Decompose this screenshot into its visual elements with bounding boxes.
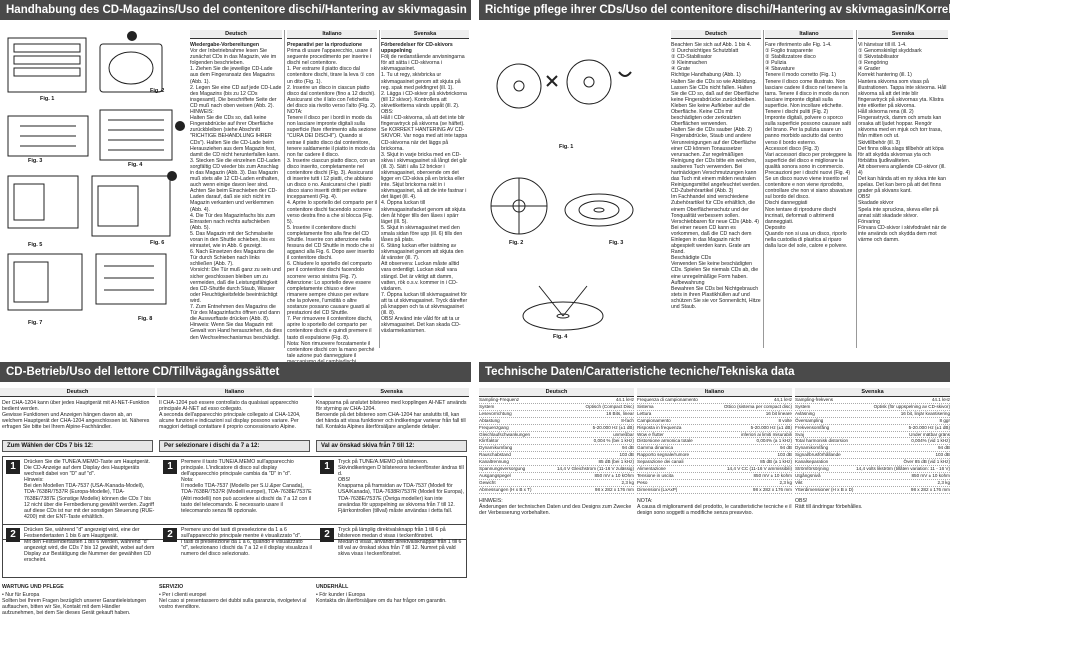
- spec-row: [637, 432, 792, 439]
- spec-value: 94 dB: [779, 445, 792, 451]
- spec-value: Optisch (Compact Disc): [585, 403, 634, 409]
- tr-col-deutsch: [671, 30, 761, 348]
- col-head-svenska: Svenska: [381, 30, 469, 39]
- spec-value: 98 x 282 x 176 mm: [910, 486, 950, 492]
- spec-value: Under mätbar gräns: [909, 431, 950, 437]
- spec-row: [479, 418, 634, 425]
- spec-value: 103 dB: [777, 452, 792, 458]
- bl-it-step2: Premere uno dei tasti di preselezione da 1 a 6 sull'apparecchio principale mentre è visualizzato "d". I tasti di preselezione da 1 a 6, quando è visualizzato "d", selezionano i dischi da 7 a 12 e il display visualizza il numero del disco selezionato.: [181, 527, 312, 558]
- spec-row: [479, 411, 634, 418]
- col-head-svenska: Svenska: [858, 30, 948, 39]
- spec-value: Över 85 dB (vid 1 kHz): [903, 459, 950, 465]
- spec-label: Risposta in frequenza: [637, 424, 682, 430]
- cd-care-illustrations: [479, 26, 649, 348]
- spec-value: 14,4 V CC (11-16 V ammissibili): [726, 466, 792, 472]
- spec-label: Alimentazione: [637, 466, 666, 472]
- spec-label: Peso: [637, 479, 648, 485]
- spec-row: [479, 432, 634, 439]
- spec-label: Abtastung: [479, 417, 500, 423]
- section-title: Technische Daten/Caratteristiche tecniche/Tekniska data: [479, 362, 950, 382]
- section-title: Handhabung des CD-Magazins/Uso del contenitore dischi/Hantering av skivmagasin: [0, 0, 471, 20]
- spec-label: Abmessungen (H x B x T): [479, 486, 532, 492]
- spec-row: [795, 411, 950, 418]
- spec-value: 98 x 282 x 176 mm: [594, 486, 634, 492]
- bl-de-warn: • Nur für Europa Sollten bei Ihrem Fragen bezüglich unserer Garantieleistungen auftauchen, bitten wir Sie, Kontakt mit dem Händler aufzunehmen, bei dem Sie dieses Gerät gekauft haben.: [2, 592, 147, 617]
- tl-it-heading: Preparativi per la riproduzione: [287, 42, 362, 48]
- spec-value: 14,4 V Gleichstrom (11-16 V zulässig): [556, 466, 634, 472]
- spec-row: [795, 432, 950, 439]
- tl-it-text: Prima di usare l'apparecchio, usare il seguente procedimento per inserire i dischi nel contenitore. 1. Per estrarre il piatto disco dal contenitore dischi, tirare la leva ① con un dito (Fig. 1). 2. Inserire un disco in ciascun piatto disco dal contenitore (fino a 12 dischi). Assicurarsi che il lato con l'etichetta del disco sia rivolto verso l'alto (Fig. 2). NOTA: Tenere il disco per i bordi in modo da non lasciare impronte digitali sulla superficie (fare riferimento alla sezione "CURA DEI DISCHI"). Quando si estrae il piatto disco dal contenitore, tenere saldamente il piatto in modo da non far cadere il disco. 3. Inserire ciascun piatto disco, con un disco inserito, completamente nel contenitore dischi (Fig. 3). Assicurarsi di inserire tutti i 12 piatti, che abbiano un disco o no. Assicurarsi che i piatti disco siano inseriti dritti per evitare inceppamenti (Fig. 4). 4. Aprire lo sportello del comparto per il contenitore dischi facendolo scorrere verso destra fino a che si blocca (Fig. 5). 5. Inserire il contenitore dischi completamente fino alla fine del CD Shuttle. Inserire con attenzione nella fessura del CD Shuttle in modo che si agganci alla Fig. 6. Dopo aver inserito il contenitore dischi. 6. Chiudere lo sportello del comparto per il contenitore dischi facendolo scorrere verso sinistra (Fig. 7). Attenzione: Lo sportello deve essere completamente chiuso e deve rimanere sempre chiuso per evitare che la polvere, l'umidità o altre sostanze possano causare guasti al prestazioni del CD Shuttle. 7. Per rimuovere il contenitore dischi, aprire lo sportello del comparto per contenitore dischi e quindi premere il tasto di espulsione (Fig. 8). Nota: Non rimuovere forzatamente il contenitore dischi con la mano perché tale azione può danneggiare il: [287, 48, 377, 359]
- spec-label: Vikt: [795, 479, 803, 485]
- bl-de-warn-heading: WARTUNG UND PFLEGE: [2, 584, 64, 590]
- spec-value: inferiori ai limiti misurabili: [740, 431, 792, 437]
- spec-value: 850 mV ± 10 kohm: [911, 472, 950, 478]
- fig-2-label: Fig. 2: [150, 88, 165, 94]
- fig-3-label: Fig. 3: [609, 240, 624, 246]
- divider: [763, 30, 764, 348]
- spec-value: 8 ggr: [939, 417, 950, 423]
- tl-de-text: Vor der Inbetriebnahme lesen Sie zunächst CDs in das Magazin, wie im folgenden beschrieben. 1. Ziehen Sie die jeweilige CD-Lade aus dem Fingeransatz des Magazins (Abb. 1). 2. Legen Sie eine CD auf jede CD-Lade des Magazins (bis zu 12 CDs insgesamt). Die beschriftete Seite der CD muß nach oben weisen (Abb. 2). HINWEIS: Halten Sie die CDs so, daß keine Fingerabdrücke auf ihrer Oberfläche zurückbleiben (siehe Abschnitt "RICHTIGE BEHANDLUNG IHRER CDs"). Halten Sie die CD-Lade beim Herausziehen aus dem Magazin fest, damit die CD nicht herunterfallen kann. 3. Stecken Sie die einzelnen CD-Laden sorgfältig CD wieder bis zum Anschlag in das Magazin (Abb. 3). Das Magazin muß stets alle 12 CD-Laden enthalten, auch wenn einige davon leer sind. Achten Sie beim Einschieben der CD-Laden darauf, daß sie sich nicht im Magazin verkanten und verklemmen (Abb. 4). 4. Die Tür des Magazinfachs bis zum Einrasten nach rechts aufschieben (Abb. 5). 5. Das Magazin mit der Schmalseite voran in den Shuttle schieben, bis es einrastet, wie in Abb. 6 gezeigt. 6. Nach Einsetzen des Magazins die Tür durch Schieben nach links schließen (Abb. 7). Vorsicht: Die Tür muß ganz zu sein und sicher geschlossen bleiben um zu vermeiden, daß die Leistungsfähigkeit des CD-Shuttle durch Staub, Wasser oder Fleuchtigkeitsfelde beeinträchtigt wird. 7. Zum Entnehmen des Magazins die Tür des Magazinfachs öffnen und dann die Auswurftaste drücken (Abb. 8). Hinweis: Wenn Sie das Magazin mit Gewalt von Hand herausziehen, da dies den Wechselmechanismus beschädigt.: [190, 48, 282, 341]
- magazine-drawings: [0, 26, 188, 348]
- tr-sv-text: Vi hänvisar till ill. 1-4. ① Genomskinligt skyddsark ② Skivstabilisator ③ Rengöring ④ Grader Korrekt hantering (ill. 1) Hantera skivorna som visas på illustrationen. Tappa inte skivorna. Håll skivorna så att det inte blir fingeravtryck på skivornas yta. Klistra inte etiketter på skivorna. Håll skivorna rena (ill. 2) Fingeravtryck, damm och smuts kan orsaka att ljudet hoppar. Rengör skivorna med en mjuk och torr trasa, från mitten och ut. Skivtillbehör (ill. 3) Det finns olika slags tillbehör att köpa för att skydda skivornas yta och förbättra ljudkvaliteten. Att observera angående CD-skivor (ill. 4) Det kan hända att en ny skiva inte kan spelas. Det kan bero på att det finns grader på skivans kant. OBS! Skadade skivor Spela inte spruckna, skeva eller på annat sätt skadade skivor. Förvaring Förvara CD-skivor i skivfodralet när de inte används och skydda dem mot värme och damm.: [858, 42, 947, 243]
- spec-row: [637, 397, 792, 404]
- spec-row: [479, 397, 634, 404]
- spec-label: Kanaltrennung: [479, 459, 509, 465]
- spec-value: Optisk (för uppspelning av CD-skivor): [873, 403, 950, 409]
- spec-row: [795, 425, 950, 432]
- bl-it-select: Per selezionare i dischi da 7 a 12:: [159, 440, 310, 452]
- spec-label: Wow e flutter: [637, 431, 664, 437]
- spec-row: [637, 466, 792, 473]
- col-head-italiano: Italiano: [287, 30, 377, 39]
- spec-row: [637, 418, 792, 425]
- spec-row: [479, 452, 634, 459]
- bl-sv-step1: Tryck på TUNE/A.MEMO på bilstereon. Skivindikeringen D bilstereons teckenfönster ändras till d. OBS! Knapparna på framsidan av TDA-7537 (Modell för USA/Kanada), TDA-7638R/7537R (Modell för Europa), TDA-7638E/7537E (Övriga modeller) kan inte användas för uppspelning av skivorna från 7 till 12. Fjärrkontrollen (tillval) måste användas i detta fall.: [338, 459, 464, 514]
- spec-row: [479, 438, 634, 445]
- spec-label: Frequenzgang: [479, 424, 509, 430]
- section-cd-care: [479, 0, 1088, 350]
- bl-de-select: Zum Wählen der CDs 7 bis 12:: [2, 440, 153, 452]
- spec-row: [479, 487, 634, 494]
- spec-label: Utgångsnivå: [795, 472, 821, 478]
- spec-row: [479, 466, 634, 473]
- tl-sv-heading: Förberedelser för CD-skivors uppspelning: [381, 42, 455, 55]
- tl-col-deutsch: [190, 30, 282, 348]
- spec-row: [795, 480, 950, 487]
- fig-8-label: Fig. 8: [138, 316, 153, 322]
- spec-row: [479, 425, 634, 432]
- spec-list-italiano: [637, 397, 792, 494]
- spec-label: Distorsione armonica totale: [637, 438, 693, 444]
- spec-label: Gamma dinamica: [637, 445, 673, 451]
- spec-label: Ausgangspegel: [479, 472, 511, 478]
- spec-list-deutsch: [479, 397, 634, 494]
- spec-row: [637, 459, 792, 466]
- spec-value: 850 mV ± 10 kohm: [753, 472, 792, 478]
- section-title: Richtige pflege ihrer CDs/Uso del contenitore dischi/Hantering av skivmagasin/Korrekt hantering av CD-skivor: [479, 0, 950, 20]
- bl-sv-intro: Knapparna på anslutet bilstereo med kopplingen AI-NET används för styrning av CHA-1204. Beroende på det bilstereo som CHA-1204 har anslutits till, kan det hända att vissa funktioner och indikeringar varierar från fall till fall. Kontakta Alpines återförsäljare angående detaljer.: [316, 400, 467, 431]
- col-head-deutsch: Deutsch: [190, 30, 282, 39]
- spec-label: Klirrfaktor: [479, 438, 499, 444]
- spec-label: Lesevorrichtung: [479, 410, 512, 416]
- spec-value: 0,004% (vid 1 kHz): [911, 438, 950, 444]
- spec-row: [637, 473, 792, 480]
- spec-value: 44,1 kHz: [773, 397, 792, 402]
- fig-1-label: Fig. 1: [40, 96, 55, 102]
- spec-value: unmeßbar: [613, 431, 634, 437]
- spec-row: [637, 445, 792, 452]
- fig-4-label: Fig. 4: [128, 162, 143, 168]
- section-cd-magazine: [0, 0, 471, 359]
- spec-value: 103 dB: [935, 452, 950, 458]
- spec-label: Campionamento: [637, 417, 671, 423]
- tr-col-svenska: [858, 30, 948, 348]
- spec-value: 44.1 kHz: [931, 397, 950, 402]
- fig-3-label: Fig. 3: [28, 158, 43, 164]
- spec-row: [795, 466, 950, 473]
- tr-it-text: Fare riferimento alle Fig. 1-4. ① Foglio trasparente ② Stabilizzatore disco ③ Pulizia ④ Sbavature Tenere il modo corretto (Fig. 1) Tenere il disco come illustrato. Non lasciare cadere il disco nel tenere la tarra. Tenere il disco in modo da non lasciare impronte digitali sulla superficie. Non incollare etichette. Tenere i dischi puliti (Fig. 2) Impronte digitali, polvere o sporco sulla superficie possono causare salti del brano. Per la pulizia usare un panno morbido asciutto dal centro verso il bordo esterno. Accessori disco (Fig. 3) Vari accessori disco per proteggere la superficie del disco e migliorare la qualità sonora sono in commercio. Precauzioni per i dischi nuovi (Fig. 4) Se un disco nuovo viene inserito nel contenitore e non viene riprodotto, controllare che non vi siano sbavature sul bordo del disco. Dischi danneggiati Non tentare di riprodurre dischi incrinati, deformati o altrimenti danneggiati. Deposito Quando non si usa un disco, riporlo nella custodia di plastica al riparo dalla luce del sole, calore e polvere.: [765, 42, 853, 250]
- fig-7-label: Fig. 7: [28, 320, 43, 326]
- spec-value: Ottico (sistema per compact disc): [723, 403, 792, 409]
- col-head-italiano: Italiano: [765, 30, 853, 39]
- spec-label: Total harmonisk distorsion: [795, 438, 849, 444]
- spec-row: [479, 480, 634, 487]
- spec-label: Separazione dei canali: [637, 459, 684, 465]
- spec-value: 103 dB: [619, 452, 634, 458]
- bl-it-step1: Premere il tasto TUNE/A.MEMO sull'apparecchio principale. L'indicatore di disco sul display dell'apparecchio principale cambia da "D" in "d". Nota: Il modello TDA-7537 (Modello per S.U.&per Canada), TDA-7638R/7537R (Modelli europei), TDA-7638E/7537E (Altri modelli) non può accedere ai dischi da 7 a 12 con il tasto del telecomando. È necessario usare il telecomando senza fili opzionale.: [181, 459, 312, 514]
- spec-row: [637, 438, 792, 445]
- spec-label: Lettura: [637, 410, 652, 416]
- fig-5-label: Fig. 5: [28, 242, 43, 248]
- spec-row: [637, 487, 792, 494]
- bl-sv-select: Val av önskad skiva från 7 till 12:: [316, 440, 467, 452]
- spec-row: [795, 418, 950, 425]
- spec-row: [479, 459, 634, 466]
- col-head-deutsch: Deutsch: [479, 388, 634, 397]
- fig-6-label: Fig. 6: [150, 240, 165, 246]
- fig-2-label: Fig. 2: [509, 240, 524, 246]
- tl-sv-text: Följ de nedanstående anvisningarna för att sätta i CD-skivorna i skivmagasinet. 1. Tu ut regy, skivbricka ur skivmagasinet genom att skjuta på reg. spak med pekfingret (ill. 1). 2. Lägga i CD-skivor på skivbrickorna (till 12 skivor). Kontrollera att skivetiketterna vänds uppåt (ill. 2). OBS: Håll i CD-skivorna, så att det inte blir fingeravtryck på skivorna (se häftet). Se KORREKT HANTERING AV CD-SKIVOR. Var noga med att inte tappa CD-skivorna när det läggs på brickorna. 3. Skjut in varje bricka med en CD-skiva i skivmagasinet så långt det går (ill. 3). Sätt i alla 12 brickor i skivmagasinet, oberoende om det ligger en CD-skiva på en bricka eller inte. Skjut brickorna rakt in i skivmagasinet, så att de inte fastnar i det läget (ill. 4). 4. Öppna luckan till skivmagasinsfacket genom att skjuta den åt höger tills den låses i spärr läget (ill. 5). 5. Skjut in skivmagasinet med den smala sidan före upp (ill. 6) tills den låses på plats. 6. Stäng luckan efter isättning av skivmagasinet genom att skjuta den åt vänster (ill. 7). Att observera: Luckan måste alltid vara ordentligt. Luckan skall vara stängd. Det är viktigt att damm, vatten, rök o.s.v. kommer in i CD-växlaren. 7. Öppna luckan till skivmagasinet för att ta ut skivmagasinet. Tryck därefter på knappen och ta ut skivmagasinet (ill. 8). OBS! Använd inte våld för att ta ur skivmagasinet. Det kan skada CD-växlarmekanismen.: [381, 54, 468, 335]
- fig-4-label: Fig. 4: [553, 334, 568, 340]
- spec-label: Dynamikumfang: [479, 445, 513, 451]
- spec-label: Signal/brusförhållande: [795, 452, 841, 458]
- col-head-svenska: Svenska: [314, 388, 469, 397]
- spec-label: Översampling: [795, 417, 824, 423]
- bl-sv-warn: • För kunder i Europa Kontakta din återförsäljare om du har frågor om garantin.: [316, 592, 447, 605]
- spec-label: Avläsning: [795, 410, 815, 416]
- spec-label: Dynamikomfång: [795, 445, 829, 451]
- spec-value: 5-20.000 Hz (±1 dB): [592, 424, 634, 430]
- col-head-italiano: Italiano: [637, 388, 792, 397]
- spec-value: 2,3 kg: [621, 479, 634, 485]
- spec-label: Rapporto segnale/rumore: [637, 452, 690, 458]
- bl-it-intro: Il CHA-1204 può essere controllato da qualsiasi apparecchio principale AI-NET ad esso collegato. A seconda dell'apparecchio principale collegato al CHA-1204, alcune funzioni e indicazioni sul display possono variare. Per maggiori dettagli contattare il proprio concessionario Alpine.: [159, 400, 301, 431]
- spec-row: [479, 473, 634, 480]
- br-col-italiano: [637, 388, 792, 668]
- cd-drawings: [479, 26, 649, 348]
- spec-value: 16 bit lineare: [765, 410, 792, 416]
- spec-row: [479, 404, 634, 411]
- col-head-italiano: Italiano: [157, 388, 312, 397]
- spec-label: Sampling-frekvens: [795, 397, 834, 402]
- spec-label: Rauschabstand: [479, 452, 511, 458]
- step-1-number: 1: [320, 460, 334, 474]
- spec-value: 85 dB (bei 1 kHz): [598, 459, 634, 465]
- spec-value: 98 x 282 x 176 mm: [752, 486, 792, 492]
- step-1-number: 1: [163, 460, 177, 474]
- spec-label: Sistema: [637, 403, 654, 409]
- spec-row: [637, 411, 792, 418]
- spec-value: 2,3 kg: [779, 479, 792, 485]
- spec-value: 5-20.000 Hz (±1 dB): [750, 424, 792, 430]
- spec-value: 0,004% (a 1 kHz): [756, 438, 792, 444]
- spec-label: Sampling-Frequenz: [479, 397, 520, 402]
- bl-it-warn: • Per i clienti europei Nel caso si presentassero dei dubbi sulla garanzia, rivolgetevi al vostro rivenditore.: [159, 592, 307, 611]
- spec-label: Strömförsörjning: [795, 466, 829, 472]
- spec-value: 8-fach: [621, 417, 634, 423]
- spec-row: [637, 425, 792, 432]
- spec-label: Tensione in uscita: [637, 472, 674, 478]
- spec-row: [795, 473, 950, 480]
- spec-label: System: [795, 403, 811, 409]
- spec-label: Gleichlaufschwankungen: [479, 431, 531, 437]
- step-2-number: 2: [163, 528, 177, 542]
- spec-label: Gewicht: [479, 479, 496, 485]
- step-1-number: 1: [6, 460, 20, 474]
- spec-row: [637, 404, 792, 411]
- spec-value: 5-20.000 Hz (±1 dB): [908, 424, 950, 430]
- tr-col-italiano: [765, 30, 853, 348]
- spec-label: System: [479, 403, 495, 409]
- divider: [379, 30, 380, 348]
- spec-label: Frekvensomfång: [795, 424, 830, 430]
- bl-sv-step2: Tryck på lämplig direktvalsknapp från 1 till 6 på bilstereon medan d visas i teckenfönstret. Medan d visas, används direktvalsknappar från 1 till 6 till val av önskad skiva från 7 till 12. Numret på vald skiva visas i teckenfönstret.: [338, 527, 462, 558]
- section-cd-operation: [0, 362, 471, 668]
- br-sv-note: OBS! Rätt till ändringar förbehålles.: [795, 497, 863, 510]
- spec-value: 2,3 kg: [937, 479, 950, 485]
- spec-value: 16 bit, linjär kvantisering: [900, 410, 950, 416]
- col-head-deutsch: Deutsch: [671, 30, 761, 39]
- spec-value: 0,004 % (bei 1 kHz): [593, 438, 634, 444]
- magazine-illustrations: [0, 26, 188, 348]
- spec-row: [795, 404, 950, 411]
- spec-row: [479, 445, 634, 452]
- br-col-deutsch: [479, 388, 634, 668]
- spec-value: 14,4 volts likström (tillåten variation: 11 - 16 V): [856, 466, 950, 472]
- section-specifications: [479, 362, 950, 668]
- bl-de-step2: Drücken Sie, während "d" angezeigt wird, eine der Festsendertasten 1 bis 6 am Hauptgerät. Mit den Festsendertasten 1 bis 6 werden, während "d" angezeigt wird, die CDs 7 bis 12 gewählt, wobei auf dem Display zur Bestätigung die Nummer der gewählten CD erscheint.: [24, 527, 155, 564]
- fig-1-label: Fig. 1: [559, 144, 574, 150]
- tl-de-heading: Wiedergabe-Vorbereitungen: [190, 42, 260, 48]
- bl-sv-warn-heading: UNDERHÅLL: [316, 584, 349, 590]
- spec-row: [637, 452, 792, 459]
- bl-de-intro: Der CHA-1204 kann über jedes Hauptgerät mit AI-NET-Funktion bedient werden. Gewisse Funktionen und Anzeigen hängen davon ab, an welchem Hauptgerät der CHA-1204 angeschlossen ist. Näheres erfragen Sie bitte bei Ihrem Alpine-Fachhändler.: [2, 400, 150, 431]
- spec-label: Dimensioni (LxAxP): [637, 486, 678, 492]
- step-2-number: 2: [6, 528, 20, 542]
- spec-value: 16 Bits, linear: [606, 410, 634, 416]
- spec-list-svenska: [795, 397, 950, 494]
- spec-value: 850 mV ± 10 kOhm: [594, 472, 634, 478]
- spec-label: Svaj: [795, 431, 804, 437]
- divider: [284, 30, 285, 348]
- bl-it-warn-heading: SERVIZIO: [159, 584, 184, 590]
- spec-label: Ytterdimensioner (H x B x D): [795, 486, 854, 492]
- step-2-number: 2: [320, 528, 334, 542]
- spec-label: Frequenza di campionamento: [637, 397, 698, 402]
- section-title: CD-Betrieb/Uso del lettore CD/Tillvägagångssättet: [0, 362, 471, 382]
- tr-de-text: Beachten Sie sich auf Abb. 1 bis 4. ① Durchsichtiges Schutzblatt ② CD-Stabilisator ③ Kleinmachen ④ Grate Richtige Handhabung (Abb. 1) Halten Sie die CDs so wie Abbildung. Lassen Sie CDs nicht fallen. Halten Sie die CD so, daß auf der Oberfläche keine Fingerabdrücke zurückbleiben. Kleben Sie keine Aufkleber auf die Oberfläche. Keine CDs mit beschädigten oder zerkratzten Oberflächen verwenden. Halten Sie die CDs sauber (Abb. 2) Fingerabdrücke, Staub und andere Verunreinigungen auf der Oberfläche einer CD können Tonaussetzer verursachen. Zur regelmäßigen Reinigung der CDs bitte ein weiches, sauberes Tuch verwenden. Bei hartnäckigen Verschmutzungen kann das Tuch mit einem milden neutralen Reinigungsmittel angefeuchtet werden. CD-Zubehörartikel (Abb. 3) Im Fachhandel sind verschiedene Zubehörartikel für CDs erhältlich, die einem Oberflächenschutz und der Tonqualität verbessern sollen. Verschiebbaren für neue CDs (Abb. 4) Bei einer neuen CD kann es vorkommen, daß die CD nach dem Einlegen in das Magazin nicht abgespielt werden kann. Grate am Rand. Beschädigte CDs Verwenden Sie keine beschädigten CDs. Spielen Sie niemals CDs ab, die eine unregelmäßige Form haben. Aufbewahrung Bewahren Sie CDs bei Nichtgebrauch stets in ihren Plastikhüllen auf und schützen Sie sie vor Sonnenlicht, Hitze und Staub.: [671, 42, 761, 311]
- br-col-svenska: [795, 388, 950, 668]
- divider: [856, 30, 857, 348]
- spec-label: Kanalseparation: [795, 459, 829, 465]
- spec-value: 8 volte: [778, 417, 792, 423]
- spec-row: [637, 480, 792, 487]
- spec-row: [795, 487, 950, 494]
- spec-value: 94 dB: [937, 445, 950, 451]
- spec-value: 94 dB: [621, 445, 634, 451]
- col-head-svenska: Svenska: [795, 388, 950, 397]
- tl-col-svenska: [381, 30, 469, 348]
- br-de-note: HINWEIS: Änderungen der technischen Daten und des Designs zum Zwecke der Verbesserung vorbehalten.: [479, 497, 632, 516]
- spec-value: 44.1 kHz: [615, 397, 634, 402]
- col-head-deutsch: Deutsch: [0, 388, 155, 397]
- spec-label: Spannungsversorgung: [479, 466, 526, 472]
- spec-row: [795, 397, 950, 404]
- bl-de-step1: Drücken Sie die TUNE/A.MEMO-Taste am Hauptgerät. Die CD-Anzeige auf dem Display des Hauptgeräts wechselt dabei von "D" auf "d". Hinweis: Bei den Modellen TDA-7537 (USA-/Kanada-Modell), TDA-7638R/7537R (Europa-Modelle), TDA-7638E/7387E (Sonstige Modelle) können die CDs 7 bis 12 nicht über die Fernbedienung gewählt werden. Zugriff auf diese CDs ist nur mit der sonstigen Steuerung (RUE-4200) mit der ENT-Taste erhältlich.: [24, 459, 155, 520]
- br-it-note: NOTA: A causa di miglioramenti del prodotto, le caratteristiche tecniche e il design sono soggetti a modifiche senza preavviso.: [637, 497, 792, 516]
- tl-col-italiano: [287, 30, 377, 359]
- spec-value: 85 dB (a 1 kHz): [760, 459, 792, 465]
